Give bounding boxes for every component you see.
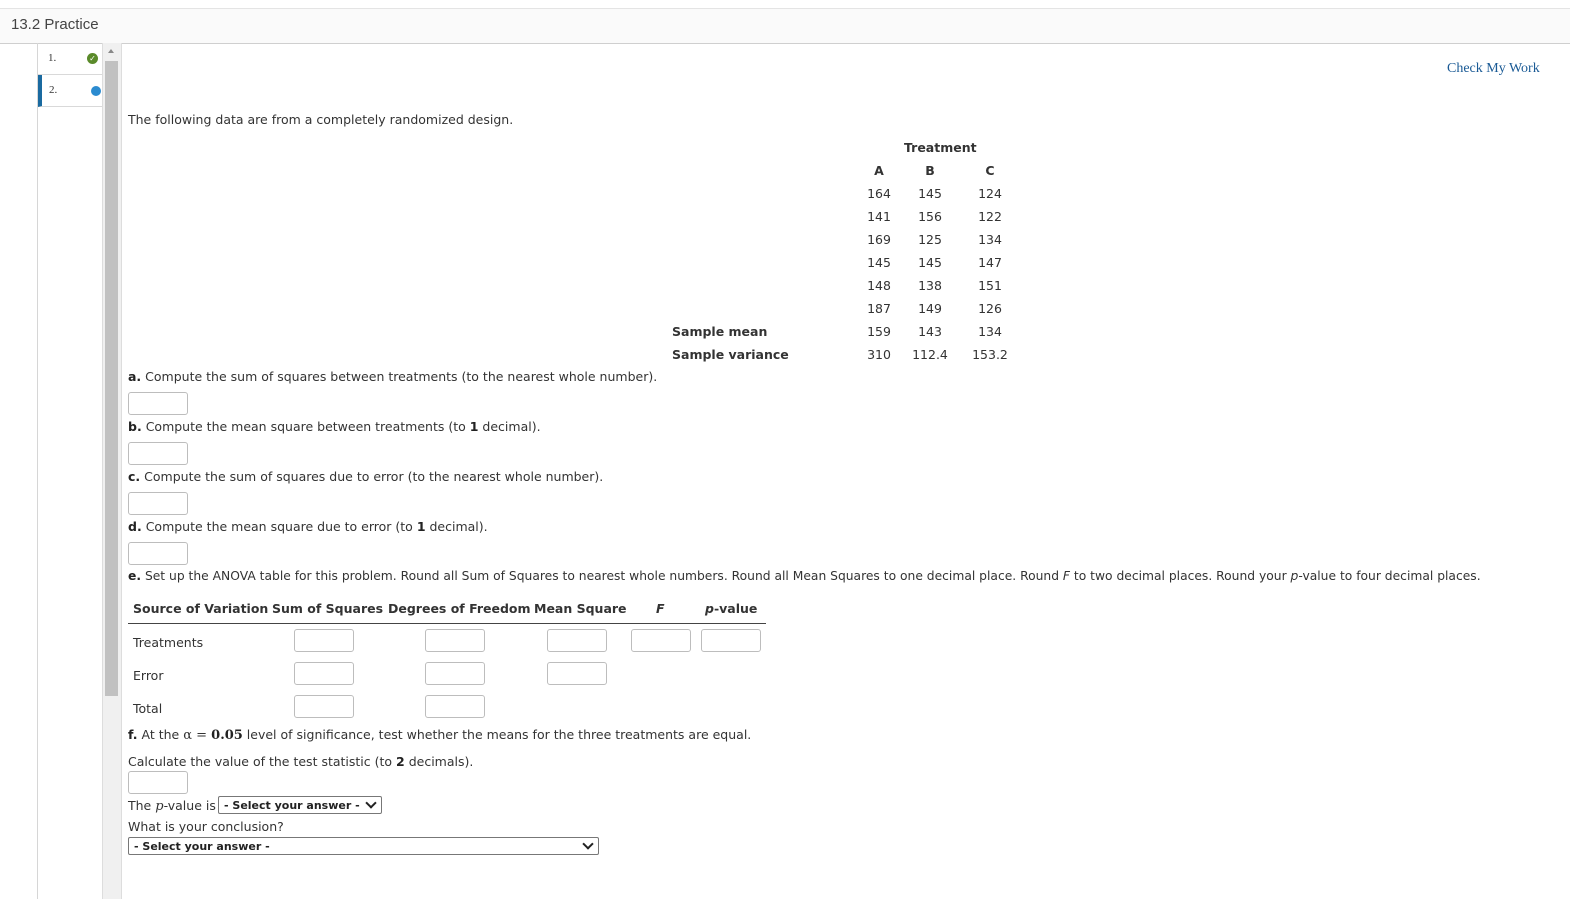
question-text-end: -value to four decimal places.	[1298, 569, 1481, 583]
ms-treatments-input[interactable]	[547, 629, 607, 652]
ms-between-input[interactable]	[128, 442, 188, 465]
checkmark-icon: ✓	[87, 53, 98, 64]
chevron-down-icon	[365, 797, 376, 808]
sample-mean-b: 143	[918, 324, 942, 339]
question-d	[128, 519, 488, 534]
chevron-down-icon	[582, 838, 593, 849]
assignment-title: 13.2 Practice	[11, 16, 99, 33]
nav-scrollbar[interactable]	[102, 43, 122, 899]
table-cell: 145	[918, 186, 942, 201]
anova-row-label: Treatments	[133, 635, 204, 650]
alpha-symbol: α	[183, 728, 192, 743]
conclusion-label: What is your conclusion?	[128, 819, 284, 834]
question-nav	[38, 43, 102, 107]
sample-mean-c: 134	[978, 324, 1002, 339]
anova-header-f: F	[656, 601, 665, 616]
f-variable: F	[1062, 569, 1070, 583]
anova-row-label: Error	[133, 668, 164, 683]
question-letter: a.	[128, 369, 142, 384]
table-cell: 141	[867, 209, 891, 224]
df-error-input[interactable]	[425, 662, 485, 685]
question-nav-item-2[interactable]	[38, 75, 102, 107]
question-text-end: decimal).	[425, 519, 488, 534]
table-cell: 169	[867, 232, 891, 247]
question-text: Set up the ANOVA table for this problem. Round all Sum of Squares to nearest whole numbers. Round all Mean Squares to one decimal place. Round	[144, 569, 1063, 583]
select-value: - Select your answer -	[134, 840, 270, 853]
p-suffix: -value	[713, 601, 758, 616]
anova-header-p	[705, 601, 757, 616]
anova-header-ss: Sum of Squares	[272, 601, 384, 616]
question-e	[128, 569, 1481, 583]
question-letter: c.	[128, 469, 141, 484]
column-header-a: A	[874, 163, 884, 178]
question-text-end: level of significance, test whether the means for the three treatments are equal.	[242, 727, 752, 742]
sample-mean-label: Sample mean	[672, 324, 768, 339]
table-cell: 156	[918, 209, 942, 224]
table-cell: 148	[867, 278, 891, 293]
anova-header-df: Degrees of Freedom	[388, 601, 531, 616]
question-text: Compute the mean square due to error (to	[145, 519, 417, 534]
anova-header-source: Source of Variation	[133, 601, 269, 616]
anova-header-rule	[128, 623, 766, 624]
sample-variance-b: 112.4	[912, 347, 948, 362]
table-cell: 147	[978, 255, 1002, 270]
sample-variance-c: 153.2	[972, 347, 1008, 362]
df-total-input[interactable]	[425, 695, 485, 718]
scrollbar-thumb[interactable]	[105, 61, 118, 696]
table-cell: 124	[978, 186, 1002, 201]
table-cell: 187	[867, 301, 891, 316]
ss-between-input[interactable]	[128, 392, 188, 415]
question-text: At the	[141, 727, 184, 742]
current-dot-icon	[91, 86, 101, 96]
left-divider	[37, 43, 38, 899]
question-b	[128, 419, 541, 434]
decimal-count: 1	[416, 519, 426, 534]
anova-header-ms: Mean Square	[534, 601, 627, 616]
table-cell: 125	[918, 232, 942, 247]
question-text: Compute the mean square between treatments (to	[145, 419, 470, 434]
sample-variance-a: 310	[867, 347, 891, 362]
p-variable: p	[155, 799, 164, 814]
sample-mean-a: 159	[867, 324, 891, 339]
test-statistic-input[interactable]	[128, 771, 188, 794]
question-number: 2.	[49, 84, 58, 96]
question-number: 1.	[48, 52, 57, 64]
treatment-header: Treatment	[904, 140, 977, 155]
question-text-end: decimal).	[478, 419, 541, 434]
ss-total-input[interactable]	[294, 695, 354, 718]
question-text: The	[128, 798, 156, 813]
ms-error-table-input[interactable]	[547, 662, 607, 685]
table-cell: 138	[918, 278, 942, 293]
question-text-end: -value is	[163, 798, 216, 813]
top-bar	[0, 8, 1570, 44]
column-header-b: B	[925, 163, 935, 178]
question-nav-item-1[interactable]	[38, 43, 102, 75]
select-value: - Select your answer -	[224, 799, 360, 812]
question-a	[128, 369, 657, 384]
decimal-count: 2	[396, 754, 405, 769]
p-value-select[interactable]	[218, 796, 382, 814]
question-text: Compute the sum of squares between treatments (to the nearest whole number).	[145, 369, 658, 384]
question-text-mid: to two decimal places. Round your	[1069, 569, 1291, 583]
f-input[interactable]	[631, 629, 691, 652]
decimal-count: 1	[469, 419, 479, 434]
ss-error-table-input[interactable]	[294, 662, 354, 685]
question-text: Calculate the value of the test statistic (to	[128, 754, 397, 769]
question-text: Compute the sum of squares due to error (to the nearest whole number).	[144, 469, 604, 484]
question-f	[128, 727, 751, 743]
check-my-work-link[interactable]: Check My Work	[1447, 61, 1540, 76]
test-statistic-prompt	[128, 754, 473, 769]
scroll-up-arrow-icon[interactable]	[108, 49, 114, 53]
df-treatments-input[interactable]	[425, 629, 485, 652]
table-cell: 126	[978, 301, 1002, 316]
ms-error-input[interactable]	[128, 542, 188, 565]
table-cell: 134	[978, 232, 1002, 247]
column-header-c: C	[985, 163, 995, 178]
table-cell: 151	[978, 278, 1002, 293]
equals-sign: =	[191, 728, 212, 743]
p-variable: p	[705, 601, 714, 616]
intro-text: The following data are from a completely randomized design.	[128, 112, 514, 127]
p-variable: p	[1290, 569, 1299, 583]
conclusion-select[interactable]	[128, 837, 599, 855]
sample-variance-label: Sample variance	[672, 347, 789, 362]
table-cell: 149	[918, 301, 942, 316]
p-value-input[interactable]	[701, 629, 761, 652]
question-letter: b.	[128, 419, 142, 434]
question-letter: d.	[128, 519, 142, 534]
table-cell: 164	[867, 186, 891, 201]
anova-row-label: Total	[133, 701, 163, 716]
question-text-end: decimals).	[404, 754, 474, 769]
ss-error-input[interactable]	[128, 492, 188, 515]
table-cell: 145	[867, 255, 891, 270]
ss-treatments-input[interactable]	[294, 629, 354, 652]
table-cell: 122	[978, 209, 1002, 224]
question-c	[128, 469, 603, 484]
table-cell: 145	[918, 255, 942, 270]
p-value-prompt	[128, 798, 216, 814]
question-letter: e.	[128, 569, 142, 583]
alpha-value: 0.05	[211, 728, 243, 743]
question-letter: f.	[128, 727, 138, 742]
